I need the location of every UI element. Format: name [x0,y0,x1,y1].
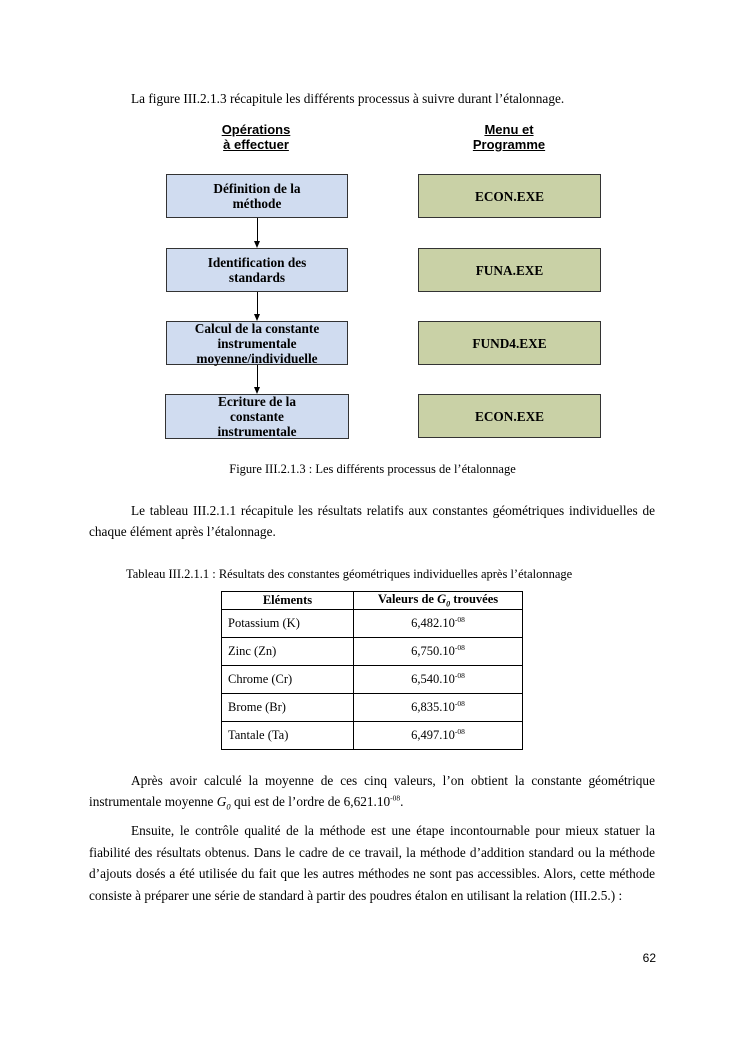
column-header-menu: Menu et Programme [472,122,546,152]
mean-paragraph: Après avoir calculé la moyenne de ces cinq valeurs, l’on obtient la constante géométrique instrumentale moyenne $G_0$ qui est de l’ordre de $6,621.10^{-08}$. [89,773,655,812]
step-box-calcul: Calcul de la constante instrumentale moyenne/individuelle [166,321,348,365]
step-box-identification: Identification des standards [166,248,348,292]
value-cell: $6,540.10^{-08}$ [354,665,523,693]
connector-line [257,218,258,241]
figure-caption: Figure III.2.1.3 : Les différents processus de l’étalonnage [229,462,516,476]
table-header-row [222,592,523,610]
arrow-down-icon [254,241,260,248]
table-intro-paragraph: Le tableau III.2.1.1 récapitule les résultats relatifs aux constantes géométriques individuelles de chaque élément après l’étalonnage. [89,503,655,539]
program-box-funa: FUNA.EXE [418,248,601,292]
element-cell: Potassium (K) [222,609,354,637]
program-box-econ: ECON.EXE [418,174,601,218]
page-number: 62 [642,951,656,965]
table-row [222,609,523,637]
column-header-operations: Opérations à effectuer [221,122,291,152]
intro-text: La figure III.2.1.3 récapitule les différents processus à suivre durant l’étalonnage. [131,91,565,106]
table-row [222,721,523,749]
value-cell: $6,750.10^{-08}$ [354,637,523,665]
connector-line [257,292,258,314]
quality-paragraph: Ensuite, le contrôle qualité de la méthode est une étape incontournable pour mieux statuer la fiabilité des résultats obtenus. Dans le cadre de ce travail, la méthode d’addition standard ou la méthode d’ajouts dosés a été utilisée du fait que les autres méthodes ne sont pas accessibles. Alors, cette méthode consiste à préparer une série de standard à partir des poudres étalon en utilisant la relation (III.2.5.) : [89,823,655,903]
element-cell: Zinc (Zn) [222,637,354,665]
header-values: Valeurs de $G_0$ trouvées [354,592,523,610]
table-row [222,665,523,693]
arrow-down-icon [254,314,260,321]
header-elements: Eléments [222,592,354,610]
value-cell: $6,497.10^{-08}$ [354,721,523,749]
value-cell: $6,835.10^{-08}$ [354,693,523,721]
program-box-fund4: FUND4.EXE [418,321,601,365]
arrow-down-icon [254,387,260,394]
element-cell: Tantale (Ta) [222,721,354,749]
results-table [221,591,523,750]
element-cell: Brome (Br) [222,693,354,721]
table-row [222,693,523,721]
element-cell: Chrome (Cr) [222,665,354,693]
program-box-econ-2: ECON.EXE [418,394,601,438]
connector-line [257,365,258,387]
step-box-ecriture: Ecriture de la constante instrumentale [165,394,349,439]
value-cell: $6,482.10^{-08}$ [354,609,523,637]
step-box-definition: Définition de la méthode [166,174,348,218]
table-row [222,637,523,665]
table-caption: Tableau III.2.1.1 : Résultats des constantes géométriques individuelles après l’étalonnage [126,567,573,581]
